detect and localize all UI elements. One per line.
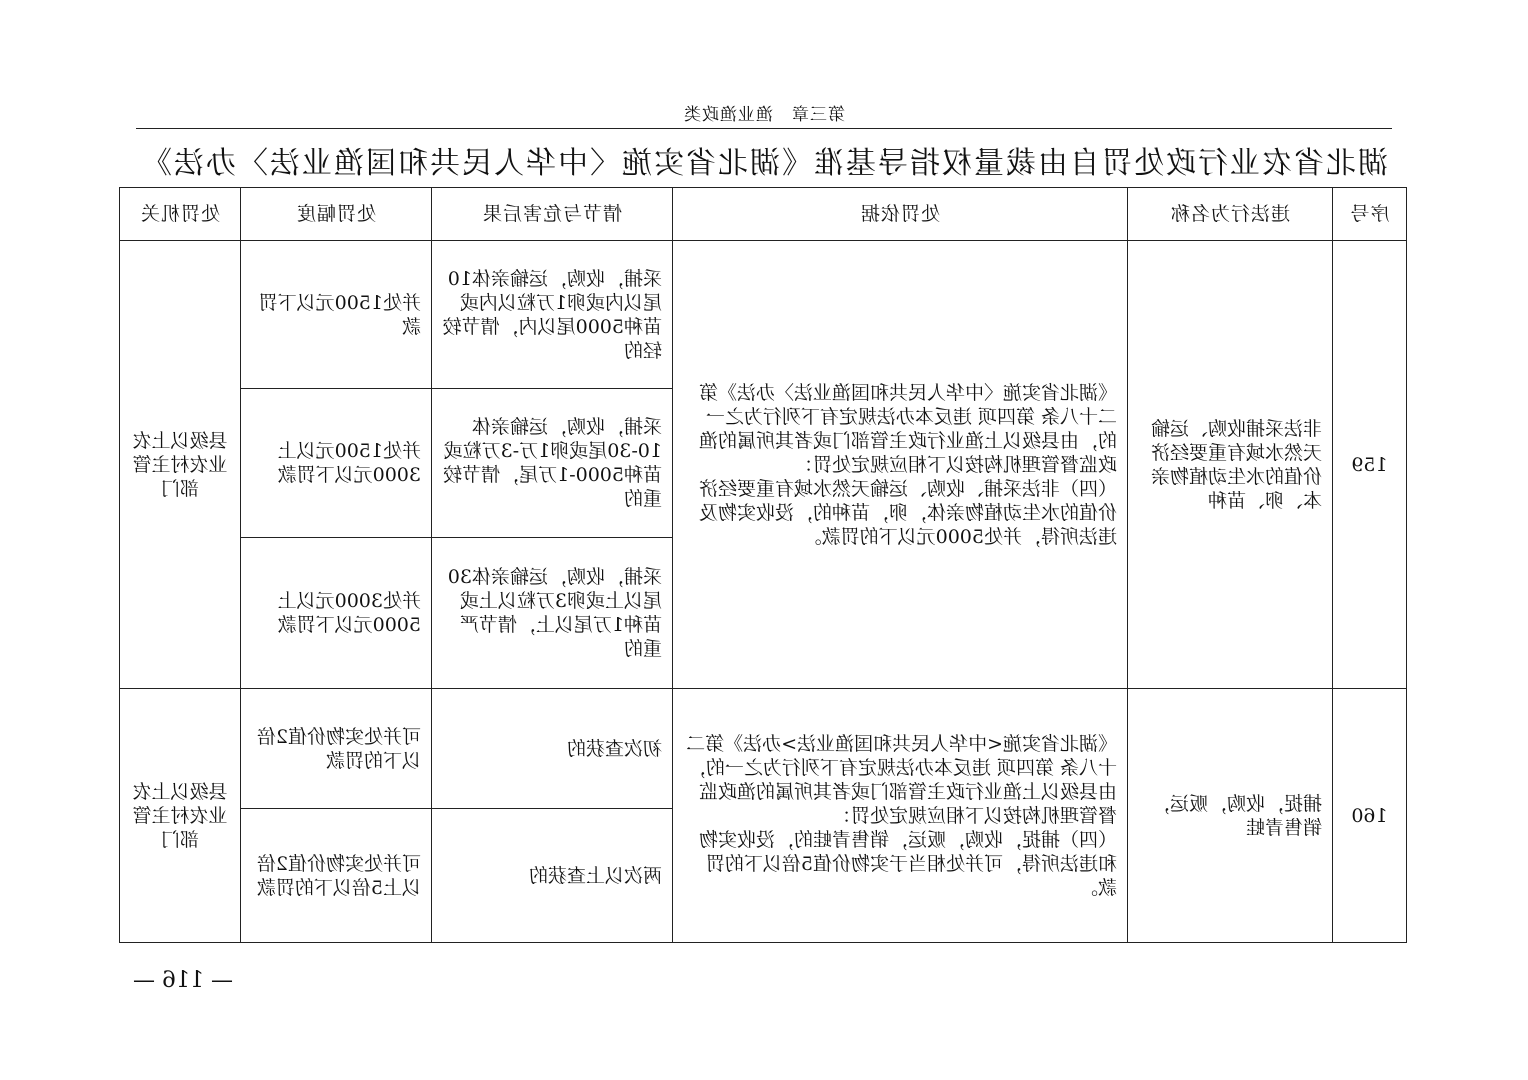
penalty-range-cell: 并处1500元以上3000元以下罚款	[241, 389, 432, 538]
table-row	[120, 689, 1407, 809]
row-seq: 160	[1333, 689, 1407, 943]
circumstance-cell: 采捕，收购，运输亲体30尾以上或卵3万粒以上或苗种1万尾以上，情节严重的	[432, 538, 673, 689]
penalty-range-cell: 并处1500元以下罚款	[241, 241, 432, 389]
violation-name: 非法采捕收购、运输天然水域有重要经济价值的水生动植物亲本、卵、苗种	[1128, 241, 1333, 689]
penalty-range-cell: 并处3000元以上5000元以下罚款	[241, 538, 432, 689]
header-penalty-range: 处罚幅度	[241, 188, 432, 241]
penalty-range-cell: 可并处实物价值2倍以下的罚款	[241, 689, 432, 809]
authority-cell: 县级以上农业农村主管部门	[120, 241, 241, 689]
page-title: 湖北省农业行政处罚自由裁量权指导基准《湖北省实施〈中华人民共和国渔业法〉办法》	[140, 146, 1388, 181]
penalty-basis: 《湖北省实施<中华人民共和国渔业法>办法》第二十八条 第四项 违反本办法规定有下列行为之一的，由县级以上渔业行政主管部门或者其所属的渔政监督管理机构按以下相应规定处罚： （四）捕捉，收购，贩运，销售青蛙的，没收实物和违法所得，可并处相当于实物价值5倍以下的罚款。	[673, 689, 1128, 943]
header-violation-name: 违法行为名称	[1128, 188, 1333, 241]
page-number: — 116 —	[133, 968, 233, 993]
header-authority: 处罚机关	[120, 188, 241, 241]
circumstance-cell: 初次查获的	[432, 689, 673, 809]
table-header-row	[120, 188, 1407, 241]
header-seq: 序号	[1333, 188, 1407, 241]
circumstance-cell: 采捕，收购，运输亲体10尾以内或卵1万粒以内或苗种5000尾以内，情节较轻的	[432, 241, 673, 389]
header-divider	[136, 128, 1392, 129]
penalty-range-cell: 可并处实物价值2倍以上5倍以下的罚款	[241, 809, 432, 943]
table-row	[120, 241, 1407, 389]
authority-cell: 县级以上农业农村主管部门	[120, 689, 241, 943]
header-penalty-basis: 处罚依据	[673, 188, 1128, 241]
penalty-basis: 《湖北省实施〈中华人民共和国渔业法〉办法》第二十八条 第四项 违反本办法规定有下列行为之一的，由县级以上渔业行政主管部门或者其所属的渔政监督管理机构按以下相应规定处罚： （四）非法采捕、收购、运输天然水域有重要经济价值的水生动植物亲体，卵，苗种的，没收实物及违法所得，并处5000元以下的罚款。	[673, 241, 1128, 689]
row-seq: 159	[1333, 241, 1407, 689]
header-circumstance: 情节与危害后果	[432, 188, 673, 241]
penalty-standard-table	[119, 187, 1407, 943]
circumstance-cell: 采捕，收购，运输亲体10-30尾或卵1万-3万粒或苗种5000-1万尾，情节较重的	[432, 389, 673, 538]
circumstance-cell: 两次以上查获的	[432, 809, 673, 943]
violation-name: 捕捉，收购，贩运，销售青蛙	[1128, 689, 1333, 943]
running-header: 第三章 渔业渔政类	[683, 105, 845, 125]
